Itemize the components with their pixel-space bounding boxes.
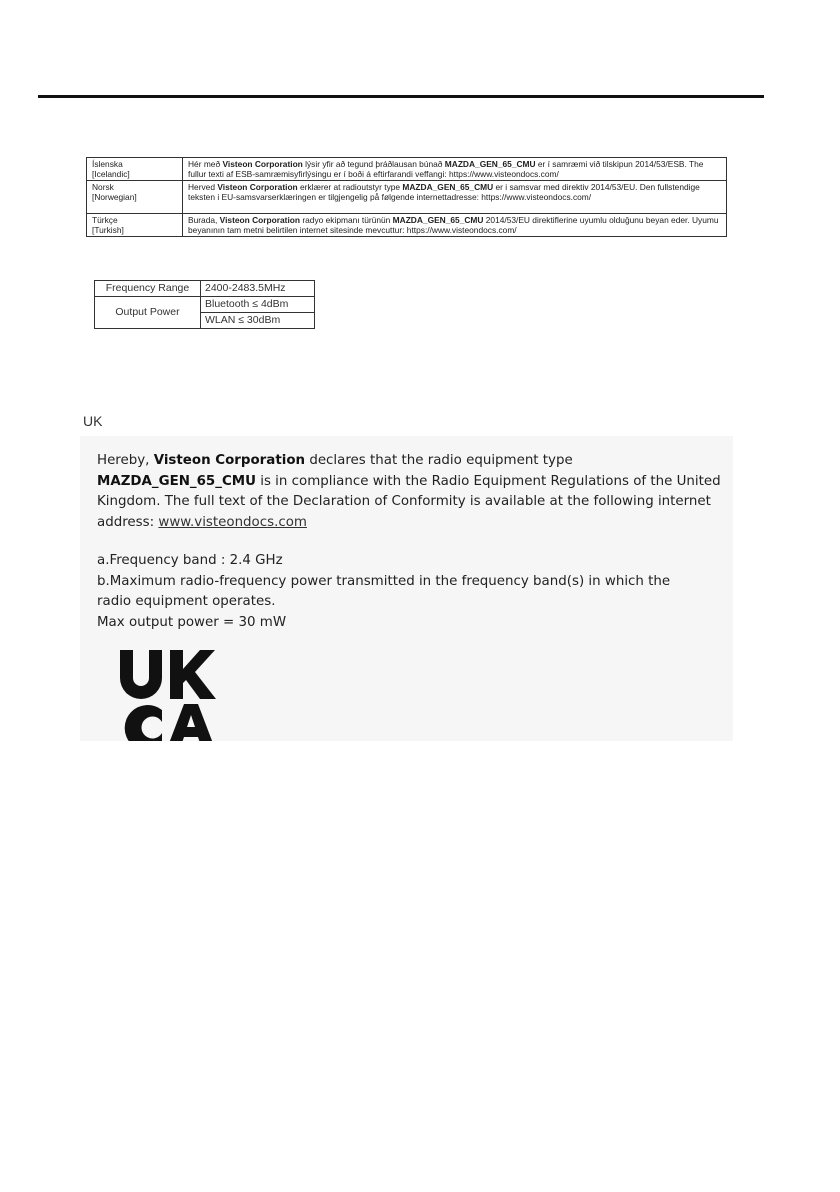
header-rule <box>38 95 764 98</box>
declaration-cell: Herved Visteon Corporation erklærer at radioutstyr type MAZDA_GEN_65_CMU er i samsvar med direktiv 2014/53/EU. Den fullstendige teksten i EU-samsvarserklæringen er tilgjengelig på følgende internettadresse: https://www.visteondocs.com/ <box>183 181 727 214</box>
uk-declaration-text: Hereby, Visteon Corporation declares that the radio equipment type MAZDA_GEN_65_CMU is in compliance with the Radio Equipment Regulations of the United Kingdom. The full text of the Declaration of Conformity is available at the following internet address: www.visteondocs.com <box>97 453 721 530</box>
table-row <box>95 297 315 313</box>
max-power-line: b.Maximum radio-frequency power transmitted in the frequency band(s) in which the <box>97 573 671 589</box>
visteondocs-link[interactable]: www.visteondocs.com <box>158 514 307 530</box>
frequency-range-value: 2400-2483.5MHz <box>201 281 315 297</box>
uk-spec-list <box>97 551 722 633</box>
uk-declaration-panel <box>80 436 733 741</box>
bluetooth-power-value: Bluetooth ≤ 4dBm <box>201 297 315 313</box>
table-row <box>87 214 727 237</box>
max-output-power-line: Max output power = 30 mW <box>97 614 287 630</box>
declaration-cell: Burada, Visteon Corporation radyo ekipmanı türünün MAZDA_GEN_65_CMU 2014/53/EU direktiflerine uyumlu olduğunu beyan eder. Uyumu beyanının tam metni belirtilen internet sitesinde mevcuttur: https://www.visteondocs.com/ <box>183 214 727 237</box>
uk-heading: UK <box>83 413 103 429</box>
language-cell: Türkçe [Turkish] <box>87 214 183 237</box>
table-row <box>87 181 727 214</box>
table-row <box>95 281 315 297</box>
wlan-power-value: WLAN ≤ 30dBm <box>201 313 315 329</box>
language-declaration-table <box>86 157 727 237</box>
frequency-range-label: Frequency Range <box>95 281 201 297</box>
output-power-label: Output Power <box>95 297 201 329</box>
table-row <box>87 158 727 181</box>
declaration-cell: Hér með Visteon Corporation lýsir yfir að tegund þráðlausan búnað MAZDA_GEN_65_CMU er í samræmi við tilskipun 2014/53/ESB. The fullur texti af ESB-samræmisyfirlýsingu er í boði á eftirfarandi veffangi: https://www.visteondocs.com/ <box>183 158 727 181</box>
frequency-band-line: a.Frequency band : 2.4 GHz <box>97 553 283 568</box>
language-cell: Norsk [Norwegian] <box>87 181 183 214</box>
ukca-mark-logo <box>116 646 216 741</box>
max-power-line-cont: radio equipment operates. <box>97 594 276 609</box>
language-cell: Íslenska [Icelandic] <box>87 158 183 181</box>
frequency-power-table <box>94 280 315 329</box>
